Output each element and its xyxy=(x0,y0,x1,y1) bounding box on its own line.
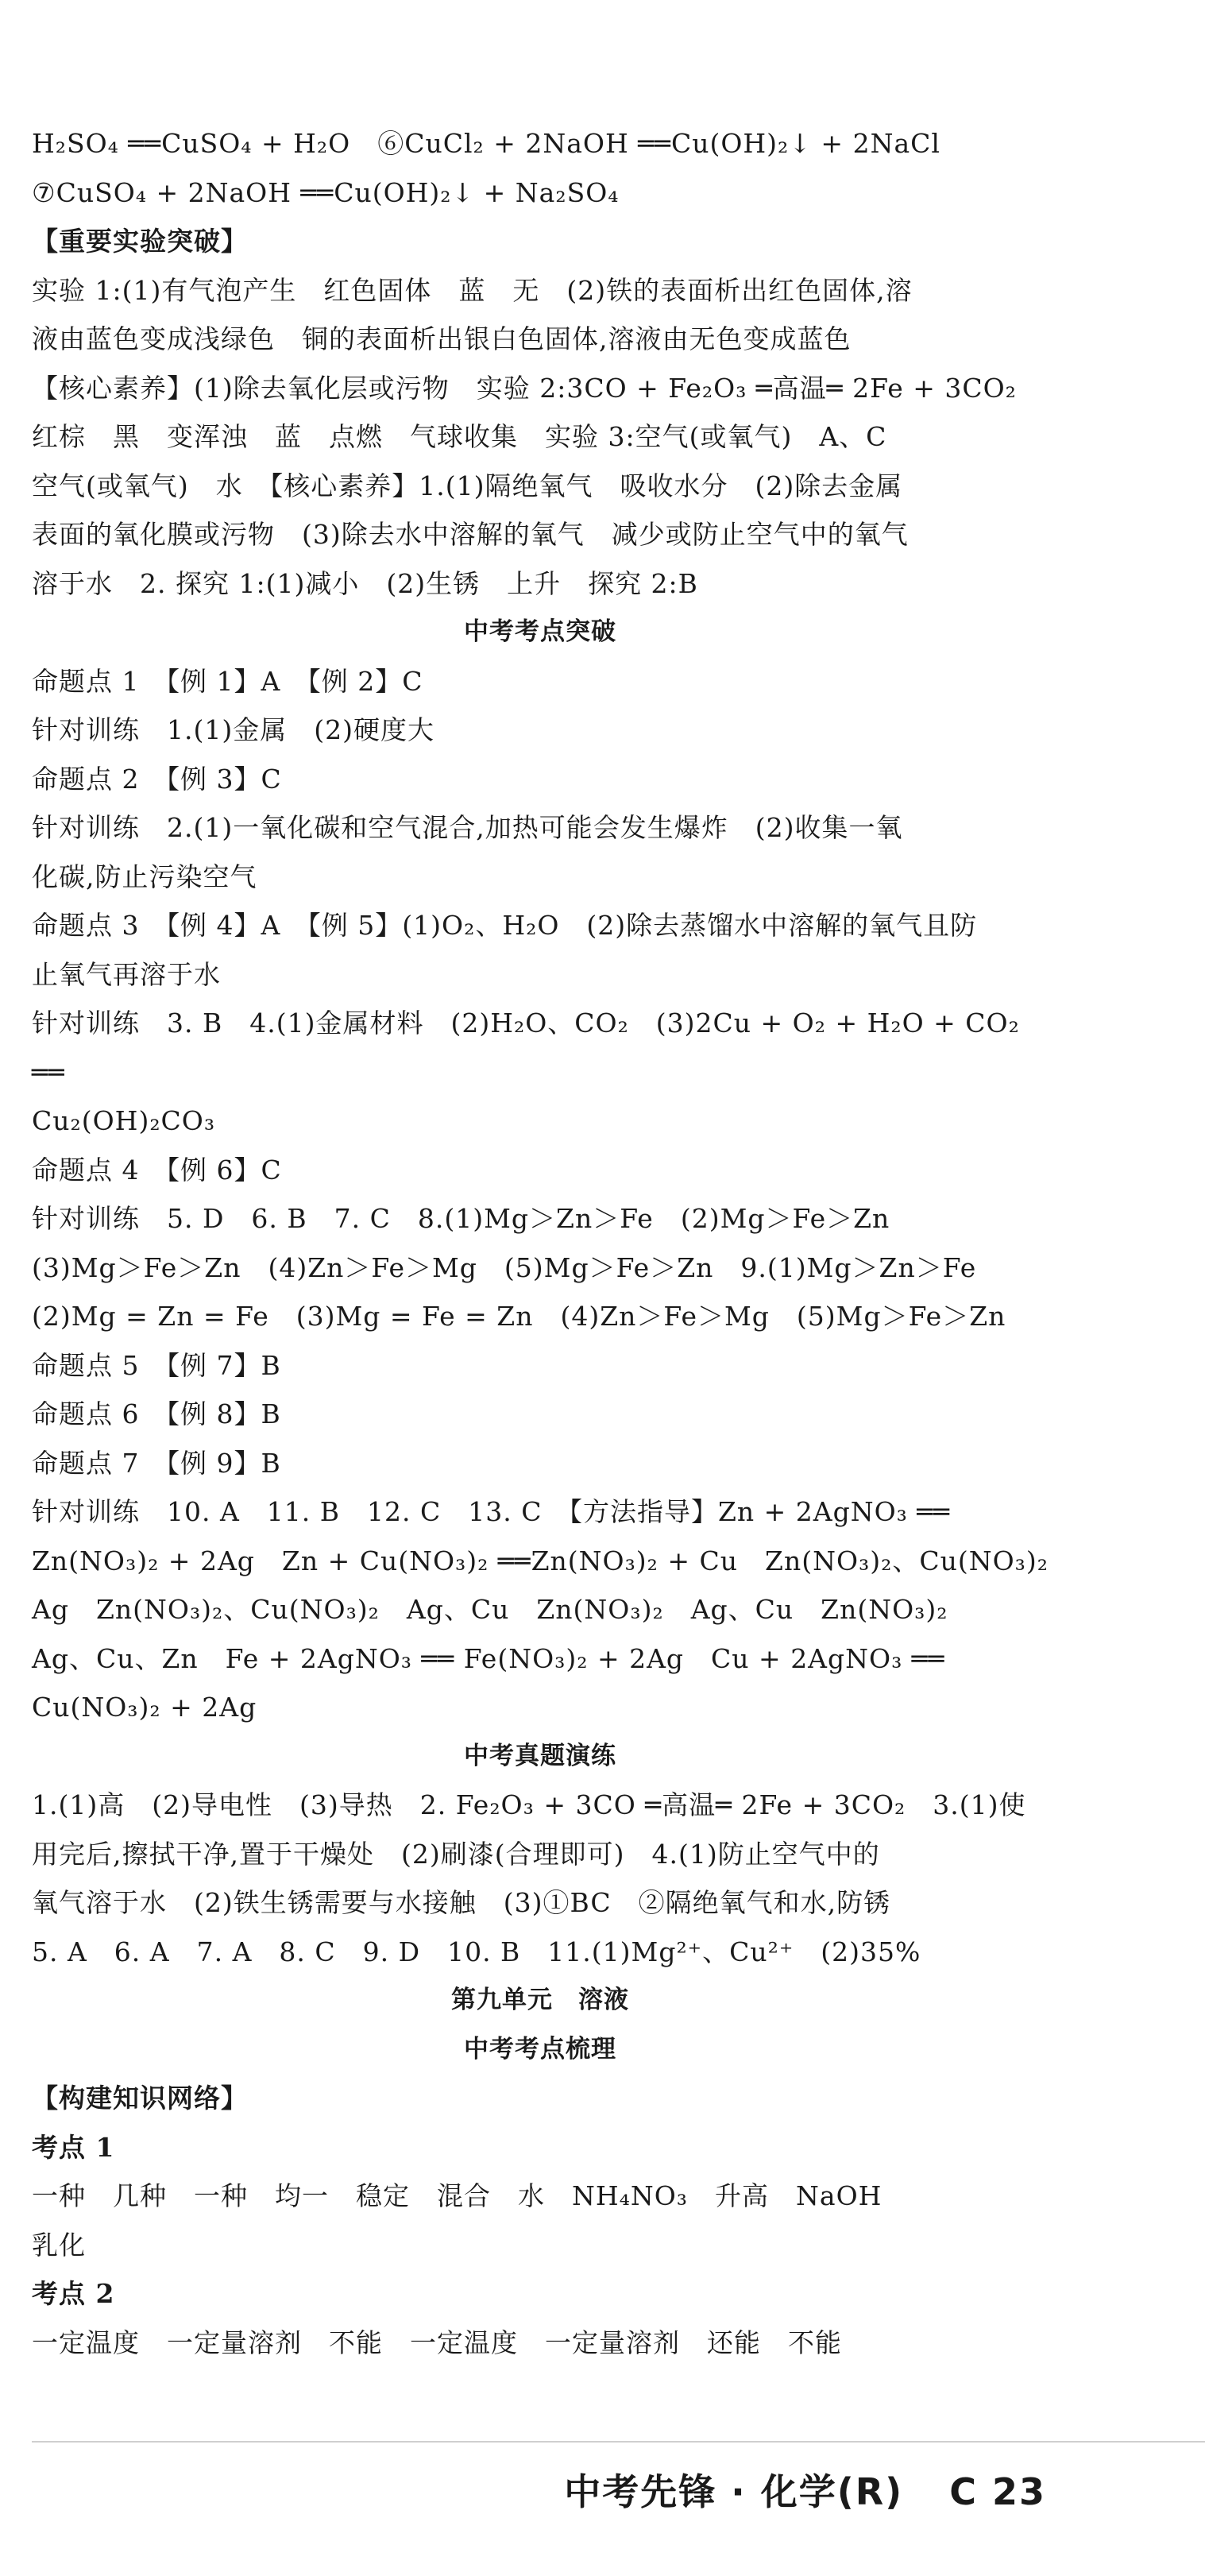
text-line: 实验 1:(1)有气泡产生 红色固体 蓝 无 (2)铁的表面析出红色固体,溶 xyxy=(32,274,913,306)
document-body xyxy=(32,119,1049,2367)
text-line: 空气(或氧气) 水 【核心素养】1.(1)隔绝氧气 吸收水分 (2)除去金属 xyxy=(32,470,903,501)
text-line: 考点 1 xyxy=(32,2131,115,2163)
text-line: 命题点 7 【例 9】B xyxy=(32,1447,281,1479)
text-line: 一定温度 一定量溶剂 不能 一定温度 一定量溶剂 还能 不能 xyxy=(32,2327,842,2358)
text-line: ⑦CuSO₄ + 2NaOH ══Cu(OH)₂↓ + Na₂SO₄ xyxy=(32,176,620,208)
text-line: 液由蓝色变成浅绿色 铜的表面析出银白色固体,溶液由无色变成蓝色 xyxy=(32,323,852,354)
text-line: 止氧气再溶于水 xyxy=(32,958,221,990)
text-line: 乳化 xyxy=(32,2229,86,2261)
text-line: 表面的氧化膜或污物 (3)除去水中溶解的氧气 减少或防止空气中的氧气 xyxy=(32,519,909,550)
page-number: C 23 xyxy=(949,2470,1046,2513)
text-line: 一种 几种 一种 均一 稳定 混合 水 NH₄NO₃ 升高 NaOH xyxy=(32,2180,883,2211)
text-line: 用完后,擦拭干净,置于干燥处 (2)刷漆(合理即可) 4.(1)防止空气中的 xyxy=(32,1838,880,1870)
footer-title: 中考先锋 · 化学(R) xyxy=(564,2470,904,2513)
text-line: 命题点 2 【例 3】C xyxy=(32,763,282,795)
text-line: 针对训练 10. A 11. B 12. C 13. C 【方法指导】Zn + 2AgNO₃ ══ xyxy=(32,1496,951,1527)
text-line: 氧气溶于水 (2)铁生锈需要与水接触 (3)①BC ②隔绝氧气和水,防锈 xyxy=(32,1887,891,1918)
text-line: 【核心素养】(1)除去氧化层或污物 实验 2:3CO + Fe₂O₃ ═高温═ 2Fe + 3CO₂ xyxy=(32,372,1017,404)
text-line: Cu₂(OH)₂CO₃ xyxy=(32,1105,216,1136)
text-line: 化碳,防止污染空气 xyxy=(32,861,257,892)
footer-rule xyxy=(32,2441,1205,2443)
text-line: 命题点 5 【例 7】B xyxy=(32,1349,281,1381)
text-line: 针对训练 2.(1)一氧化碳和空气混合,加热可能会发生爆炸 (2)收集一氧 xyxy=(32,812,903,843)
page-footer xyxy=(564,2463,1046,2516)
text-line: H₂SO₄ ══CuSO₄ + H₂O ⑥CuCl₂ + 2NaOH ══Cu(OH)₂↓ + 2NaCl xyxy=(32,128,940,159)
text-line: 针对训练 3. B 4.(1)金属材料 (2)H₂O、CO₂ (3)2Cu + O₂ + H₂O + CO₂ ══ xyxy=(32,1008,1029,1088)
text-line: 5. A 6. A 7. A 8. C 9. D 10. B 11.(1)Mg²⁺、Cu²⁺ (2)35% xyxy=(32,1936,921,1967)
text-line: (2)Mg = Zn = Fe (3)Mg = Fe = Zn (4)Zn＞Fe＞Mg (5)Mg＞Fe＞Zn xyxy=(32,1301,1006,1332)
text-line: 命题点 1 【例 1】A 【例 2】C xyxy=(32,665,423,697)
text-line: (3)Mg＞Fe＞Zn (4)Zn＞Fe＞Mg (5)Mg＞Fe＞Zn 9.(1)Mg＞Zn＞Fe xyxy=(32,1251,977,1283)
text-line: 命题点 6 【例 8】B xyxy=(32,1398,281,1429)
text-line: 溶于水 2. 探究 1:(1)减小 (2)生锈 上升 探究 2:B xyxy=(32,567,698,599)
text-line: 命题点 4 【例 6】C xyxy=(32,1154,282,1186)
text-line: 针对训练 5. D 6. B 7. C 8.(1)Mg＞Zn＞Fe (2)Mg＞Fe＞Zn xyxy=(32,1203,890,1234)
text-line: 红棕 黑 变浑浊 蓝 点燃 气球收集 实验 3:空气(或氧气) A、C xyxy=(32,421,887,452)
text-line: 考点 2 xyxy=(32,2278,115,2309)
section-heading: 中考真题演练 xyxy=(464,1741,616,1770)
text-line: 针对训练 1.(1)金属 (2)硬度大 xyxy=(32,714,434,745)
text-line: 命题点 3 【例 4】A 【例 5】(1)O₂、H₂O (2)除去蒸馏水中溶解的氧气且防 xyxy=(32,910,978,941)
text-line: Ag Zn(NO₃)₂、Cu(NO₃)₂ Ag、Cu Zn(NO₃)₂ Ag、Cu Zn(NO₃)₂ xyxy=(32,1594,948,1625)
section-heading: 第九单元 溶液 xyxy=(451,1986,629,2014)
text-line: 【重要实验突破】 xyxy=(32,226,248,257)
text-line: Zn(NO₃)₂ + 2Ag Zn + Cu(NO₃)₂ ══Zn(NO₃)₂ + Cu Zn(NO₃)₂、Cu(NO₃)₂ xyxy=(32,1545,1049,1576)
text-line: Cu(NO₃)₂ + 2Ag xyxy=(32,1692,257,1723)
text-line: 1.(1)高 (2)导电性 (3)导热 2. Fe₂O₃ + 3CO ═高温═ 2Fe + 3CO₂ 3.(1)使 xyxy=(32,1789,1026,1820)
section-heading: 中考考点梳理 xyxy=(464,2034,616,2064)
text-line: Ag、Cu、Zn Fe + 2AgNO₃ ══ Fe(NO₃)₂ + 2Ag Cu + 2AgNO₃ ══ xyxy=(32,1642,945,1674)
text-line: 【构建知识网络】 xyxy=(32,2083,248,2114)
section-heading: 中考考点突破 xyxy=(464,617,616,646)
